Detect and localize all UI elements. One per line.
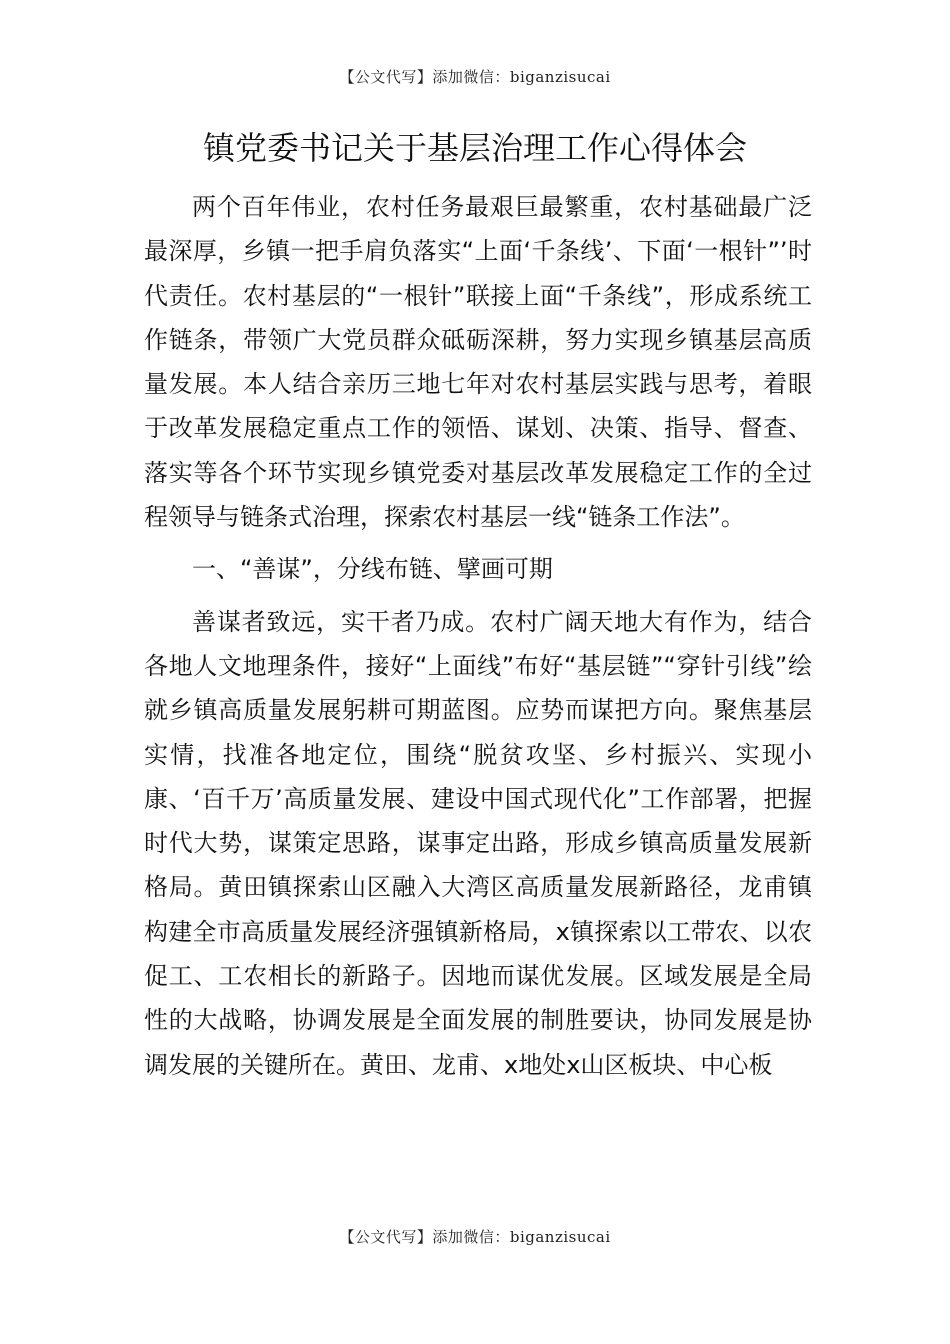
section-heading-1: 一、“善谋”，分线布链、擘画可期 bbox=[192, 555, 553, 584]
document-body bbox=[144, 185, 812, 1087]
paragraph-intro: 两个百年伟业，农村任务最艰巨最繁重，农村基础最广泛最深厚，乡镇一把手肩负落实“上面‘千条线’、下面‘一根针”’时代责任。农村基层的“一根针”联接上面“千条线”，形成系统工作链条，带领广大党员群众砥砺深耕，努力实现乡镇基层高质量发展。本人结合亲历三地七年对农村基层实践与思考，着眼于改革发展稳定重点工作的领悟、谋划、决策、指导、督查、落实等各个环节实现乡镇党委对基层改革发展稳定工作的全过程领导与链条式治理，探索农村基层一线“链条工作法”。 bbox=[144, 193, 812, 532]
paragraph-section-1: 善谋者致远，实干者乃成。农村广阔天地大有作为，结合各地人文地理条件，接好“上面线”布好“基层链”“穿针引线”绘就乡镇高质量发展躬耕可期蓝图。应势而谋把方向。聚焦基层实情，找准各地定位，围绕“脱贫攻坚、乡村振兴、实现小康、‘百千万’高质量发展、建设中国式现代化”工作部署，把握时代大势，谋策定思路，谋事定出路，形成乡镇高质量发展新格局。黄田镇探索山区融入大湾区高质量发展新路径，龙甫镇构建全市高质量发展经济强镇新格局，x镇探索以工带农、以农促工、工农相长的新路子。因地而谋优发展。区域发展是全局性的大战略，协调发展是全面发展的制胜要诀，协同发展是协调发展的关键所在。黄田、龙甫、x地处x山区板块、中心板 bbox=[144, 607, 812, 1079]
document-title: 镇党委书记关于基层治理工作心得体会 bbox=[202, 129, 747, 167]
page-header: 【公文代写】添加微信：biganzisucai bbox=[339, 68, 611, 86]
page-footer: 【公文代写】添加微信：biganzisucai bbox=[339, 1228, 611, 1246]
